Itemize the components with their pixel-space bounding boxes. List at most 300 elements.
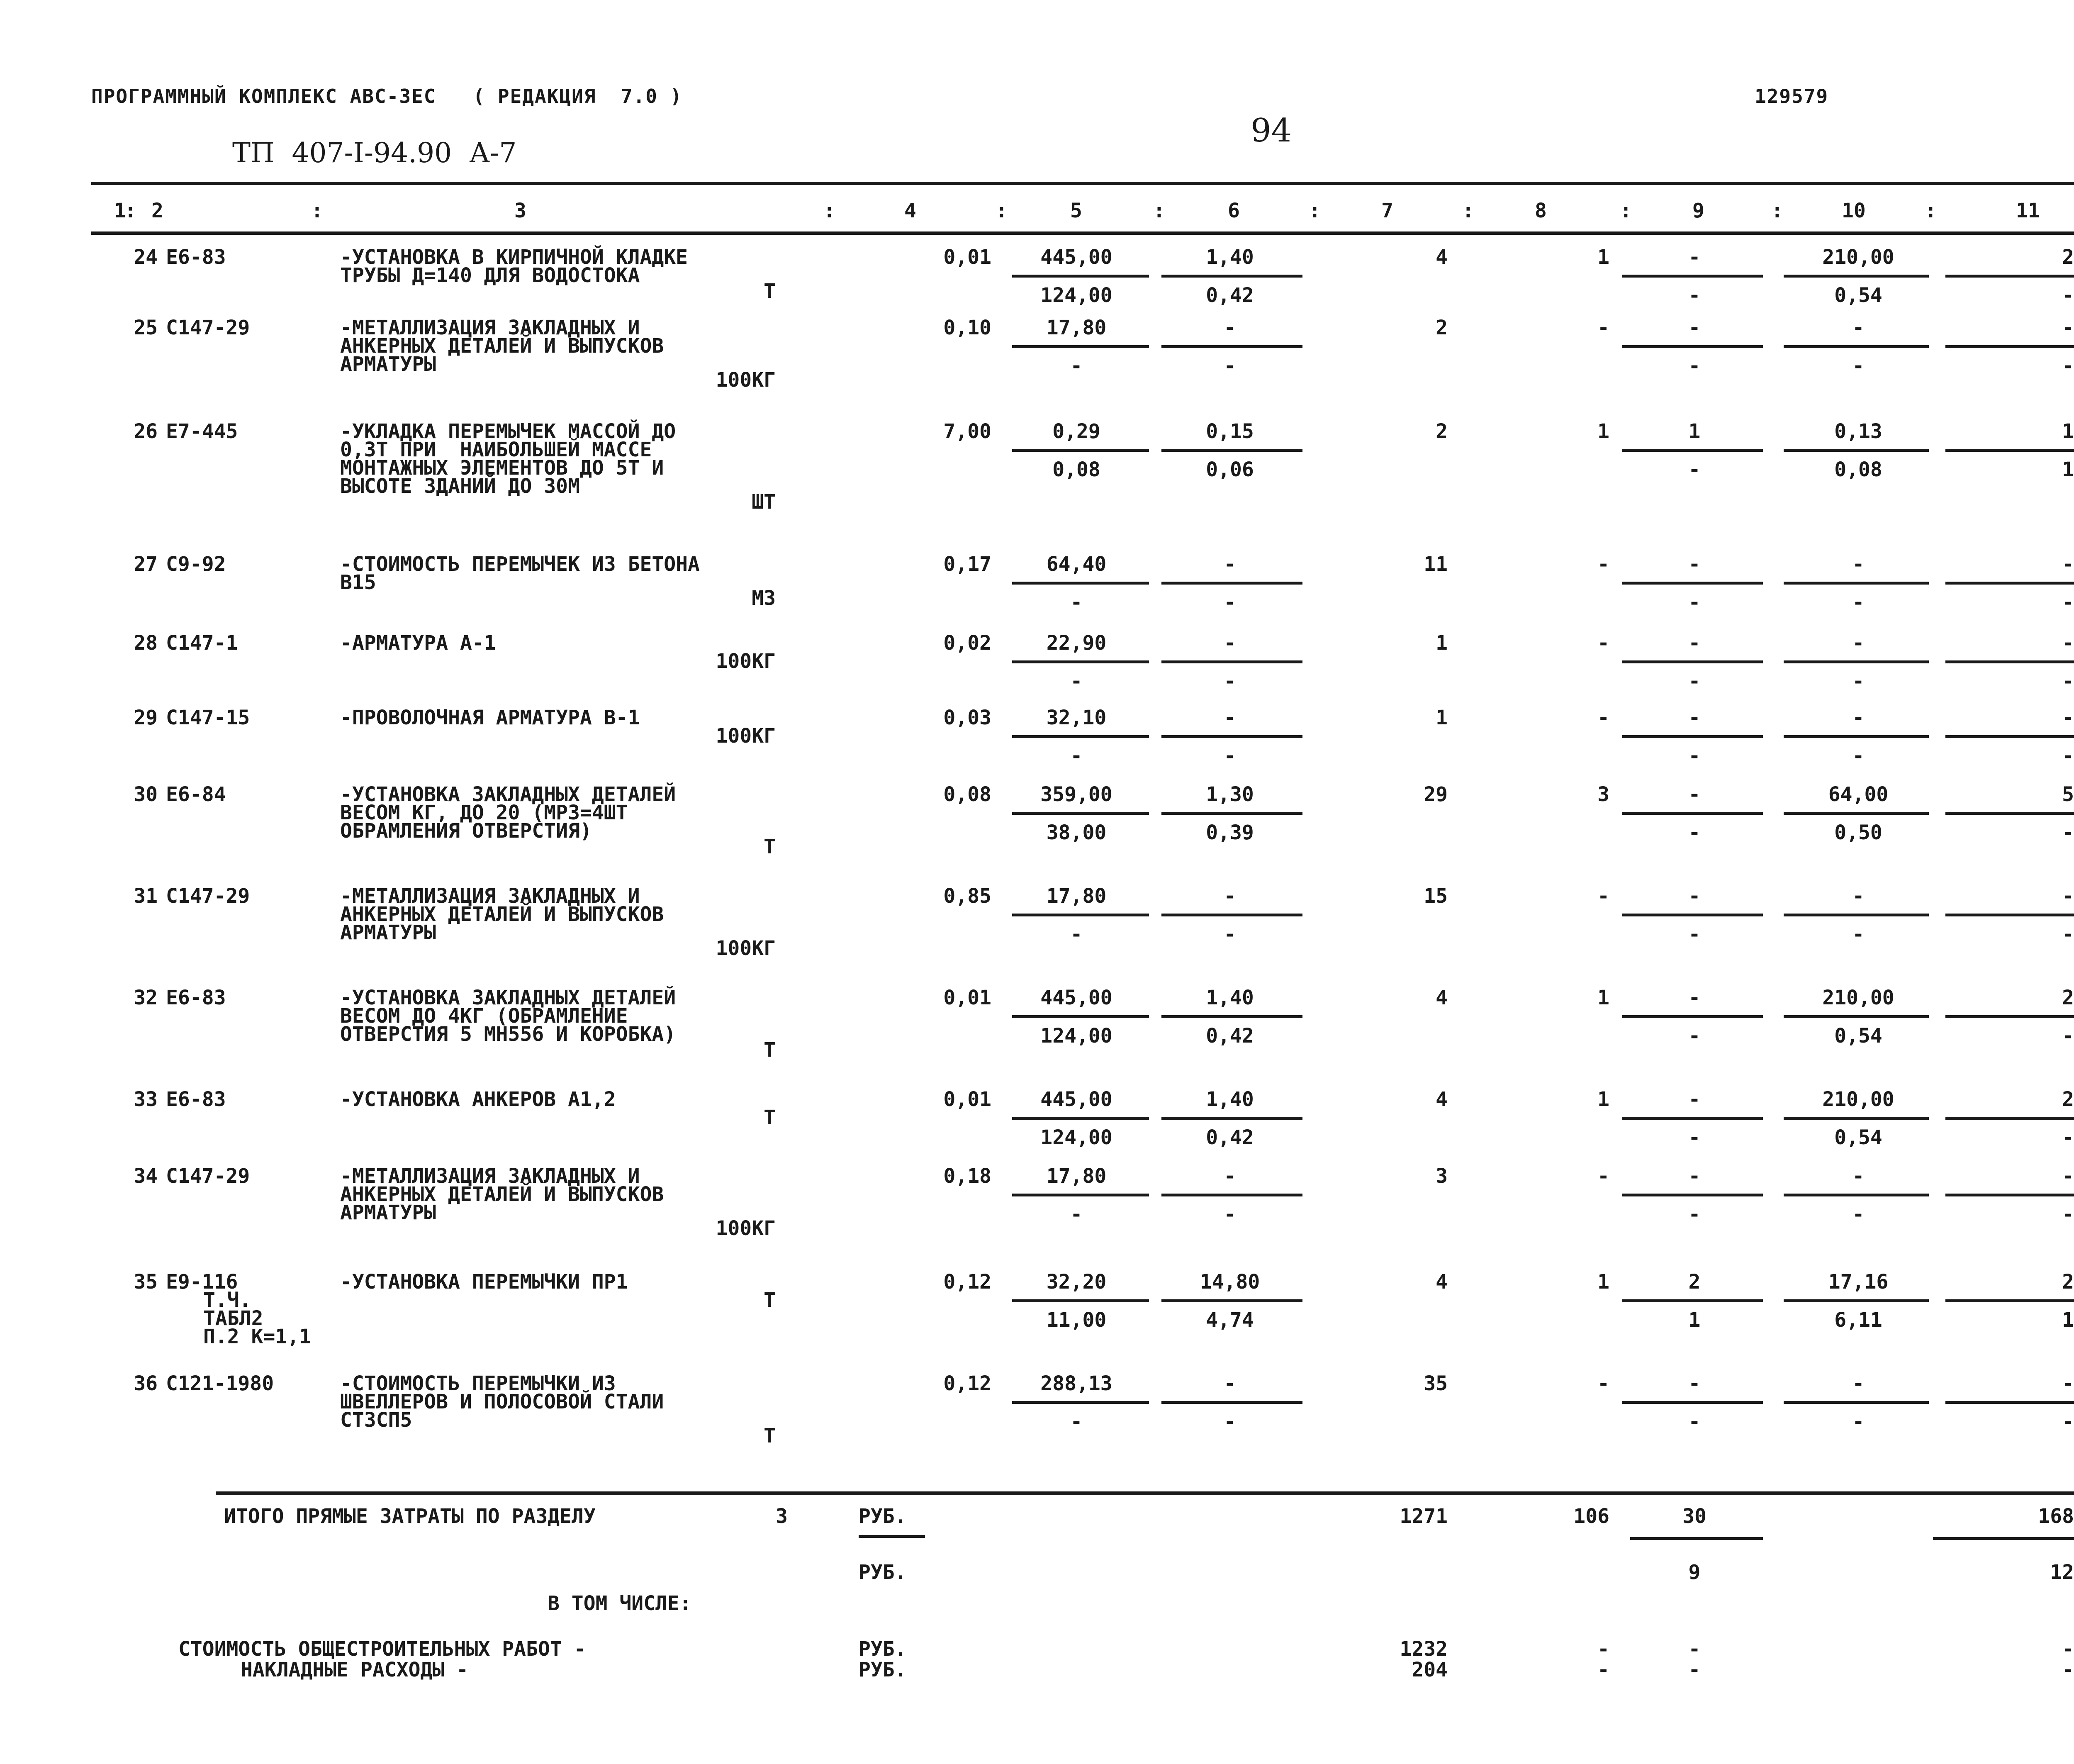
row-col10-b: -: [1852, 1203, 1865, 1226]
row-col4: 0,85: [943, 884, 991, 908]
row-unit: 100КГ: [716, 368, 776, 392]
row-number: 27: [134, 553, 158, 576]
row-description: АНКЕРНЫХ ДЕТАЛЕЙ И ВЫПУСКОВ: [340, 1183, 664, 1206]
row-col5-wage: -: [1070, 354, 1083, 378]
row-description: В15: [340, 571, 376, 594]
row-col6-drivers: -: [1224, 1410, 1236, 1433]
row-description: АРМАТУРЫ: [340, 1201, 436, 1224]
column-header-sep: :: [124, 199, 136, 222]
row-col5-rule: [1012, 812, 1149, 815]
row-col9-b: -: [1688, 591, 1701, 614]
row-description: ОТВЕРСТИЯ 5 МН556 И КОРОБКА): [340, 1023, 676, 1046]
row-description: -УСТАНОВКА АНКЕРОВ А1,2: [340, 1088, 616, 1111]
row-col6-rule: [1161, 1401, 1302, 1404]
row-col10: -: [1852, 884, 1865, 908]
row-code: С9-92: [166, 553, 226, 576]
row-unit: 100КГ: [716, 650, 776, 673]
row-col9: 1: [1688, 420, 1701, 443]
column-header-sep: :: [996, 199, 1008, 222]
row-col6-machines: 1,40: [1206, 246, 1254, 269]
row-col10-rule: [1784, 1194, 1929, 1196]
row-description: ШВЕЛЛЕРОВ И ПОЛОСОВОЙ СТАЛИ: [340, 1390, 664, 1413]
row-col9-rule: [1622, 1117, 1763, 1120]
row-col9-rule: [1622, 1015, 1763, 1018]
column-header-9: 9: [1692, 199, 1704, 222]
row-description: ВЕСОМ ДО 4КГ (ОБРАМЛЕНИЕ: [340, 1004, 628, 1028]
row-col10-b: 0,54: [1834, 284, 1882, 307]
totals-col11-b: 12: [2050, 1561, 2074, 1584]
row-col6-drivers: -: [1224, 923, 1236, 946]
row-col8: -: [1597, 884, 1609, 908]
row-col10-rule: [1784, 275, 1929, 278]
row-col10-b: -: [1852, 923, 1865, 946]
row-code: С147-29: [166, 316, 250, 339]
row-description: -УСТАНОВКА ЗАКЛАДНЫХ ДЕТАЛЕЙ: [340, 783, 676, 806]
row-number: 36: [134, 1372, 158, 1395]
program-title: ПРОГРАММНЫЙ КОМПЛЕКС АВС-ЗЕС ( РЕДАКЦИЯ 7.0 ): [91, 85, 683, 107]
row-col6-drivers: -: [1224, 1203, 1236, 1226]
row-col9-rule: [1622, 660, 1763, 663]
row-col11-b: -: [2062, 1203, 2074, 1226]
row-col6-machines: -: [1224, 884, 1236, 908]
row-col6-rule: [1161, 582, 1302, 585]
row-col9-b: -: [1688, 1203, 1701, 1226]
row-col5-rule: [1012, 1015, 1149, 1018]
row-col5-total: 288,13: [1040, 1372, 1112, 1395]
row-unit: ШТ: [752, 490, 776, 514]
row-col5-wage: 11,00: [1046, 1308, 1107, 1332]
row-col7: 15: [1424, 884, 1448, 908]
column-header-sep: :: [823, 199, 835, 222]
column-header-3: 3: [514, 199, 526, 222]
row-description: -МЕТАЛЛИЗАЦИЯ ЗАКЛАДНЫХ И: [340, 884, 640, 908]
row-col11-rule: [1945, 812, 2074, 815]
row-unit: Т: [764, 835, 776, 858]
row-col11-b: -: [2062, 821, 2074, 844]
row-col4: 0,01: [943, 246, 991, 269]
overhead-unit: РУБ.: [859, 1658, 907, 1681]
row-col10: -: [1852, 631, 1865, 655]
row-col8: -: [1597, 706, 1609, 729]
row-col11-b: -: [2062, 284, 2074, 307]
row-col11-b: -: [2062, 1126, 2074, 1149]
document-code: ТП 407-I-94.90 А-7: [232, 137, 517, 169]
row-col5-wage: -: [1070, 744, 1083, 767]
overhead-col11: -: [2062, 1658, 2074, 1681]
row-col5-rule: [1012, 914, 1149, 916]
row-description: ВЕСОМ КГ, ДО 20 (МР3=4ШТ: [340, 801, 628, 824]
row-number: 34: [134, 1165, 158, 1188]
row-col11: -: [2062, 706, 2074, 729]
row-col9: -: [1688, 1088, 1701, 1111]
row-col9-b: -: [1688, 821, 1701, 844]
row-col9-rule: [1622, 1401, 1763, 1404]
row-col11-b: -: [2062, 744, 2074, 767]
row-col6-machines: -: [1224, 553, 1236, 576]
row-description: ОБРАМЛЕНИЯ ОТВЕРСТИЯ): [340, 819, 592, 843]
row-col7: 1: [1436, 706, 1448, 729]
row-col5-total: 445,00: [1040, 246, 1112, 269]
row-col5-total: 22,90: [1046, 631, 1107, 655]
row-col9-b: -: [1688, 284, 1701, 307]
row-col11: -: [2062, 1165, 2074, 1188]
row-col11-b: -: [2062, 1024, 2074, 1048]
row-col9-rule: [1622, 1299, 1763, 1302]
row-col4: 0,08: [943, 783, 991, 806]
row-col11: -: [2062, 1372, 2074, 1395]
totals-col8: 106: [1573, 1505, 1609, 1528]
row-col11: -: [2062, 316, 2074, 339]
row-col11-rule: [1945, 735, 2074, 738]
row-col4: 0,18: [943, 1165, 991, 1188]
row-code: С147-1: [166, 631, 238, 655]
row-col5-total: 17,80: [1046, 316, 1107, 339]
row-description: СТ3СП5: [340, 1408, 412, 1432]
row-col11-b: -: [2062, 354, 2074, 378]
row-col9: -: [1688, 1165, 1701, 1188]
row-col6-machines: 1,40: [1206, 1088, 1254, 1111]
column-header-5: 5: [1070, 199, 1082, 222]
row-col5-wage: -: [1070, 923, 1083, 946]
row-description: АРМАТУРЫ: [340, 353, 436, 376]
row-col6-machines: 14,80: [1200, 1270, 1260, 1294]
row-col5-rule: [1012, 345, 1149, 348]
row-col5-rule: [1012, 1401, 1149, 1404]
row-col9: -: [1688, 986, 1701, 1009]
column-header-2: 2: [151, 199, 163, 222]
row-col5-rule: [1012, 735, 1149, 738]
totals-section: 3: [776, 1505, 788, 1528]
row-col11-b: 1: [2062, 1308, 2074, 1332]
row-code-note: ТАБЛ2: [203, 1307, 263, 1330]
row-col11: 2: [2062, 246, 2074, 269]
row-description: 0,3Т ПРИ НАИБОЛЬШЕЙ МАССЕ: [340, 438, 652, 461]
row-col8: 1: [1597, 420, 1609, 443]
row-col11-b: -: [2062, 923, 2074, 946]
row-col10: -: [1852, 316, 1865, 339]
row-col4: 0,01: [943, 986, 991, 1009]
row-description: -УКЛАДКА ПЕРЕМЫЧЕК МАССОЙ ДО: [340, 420, 676, 443]
row-col7: 1: [1436, 631, 1448, 655]
row-col9: -: [1688, 246, 1701, 269]
totals-col9: 30: [1682, 1505, 1706, 1528]
row-unit: Т: [764, 280, 776, 303]
row-number: 26: [134, 420, 158, 443]
row-unit: 100КГ: [716, 1217, 776, 1240]
row-col9-rule: [1622, 735, 1763, 738]
row-col4: 0,10: [943, 316, 991, 339]
row-description: АНКЕРНЫХ ДЕТАЛЕЙ И ВЫПУСКОВ: [340, 903, 664, 926]
row-col6-drivers: 0,06: [1206, 458, 1254, 481]
row-code: Е9-116: [166, 1270, 238, 1294]
column-header-sep: :: [1153, 199, 1165, 222]
row-col10-b: -: [1852, 1410, 1865, 1433]
row-col10: -: [1852, 1372, 1865, 1395]
row-description: -СТОИМОСТЬ ПЕРЕМЫЧКИ ИЗ: [340, 1372, 616, 1395]
row-col6-machines: -: [1224, 316, 1236, 339]
row-col6-rule: [1161, 812, 1302, 815]
row-description: -ПРОВОЛОЧНАЯ АРМАТУРА В-1: [340, 706, 640, 729]
row-col10-b: 0,50: [1834, 821, 1882, 844]
row-description: ТРУБЫ Д=140 ДЛЯ ВОДОСТОКА: [340, 264, 640, 287]
row-col6-rule: [1161, 1015, 1302, 1018]
row-code: С147-29: [166, 884, 250, 908]
row-description: -СТОИМОСТЬ ПЕРЕМЫЧЕК ИЗ БЕТОНА: [340, 553, 700, 576]
row-col11-b: -: [2062, 591, 2074, 614]
row-number: 24: [134, 246, 158, 269]
row-description: -УСТАНОВКА ЗАКЛАДНЫХ ДЕТАЛЕЙ: [340, 986, 676, 1009]
row-col11-rule: [1945, 1015, 2074, 1018]
column-header-1: 1: [114, 199, 126, 222]
row-col6-machines: -: [1224, 1165, 1236, 1188]
included-label: В ТОМ ЧИСЛЕ:: [548, 1592, 691, 1615]
row-col6-rule: [1161, 1299, 1302, 1302]
row-col10: 64,00: [1828, 783, 1889, 806]
row-unit: Т: [764, 1038, 776, 1062]
table-header-rule: [91, 231, 2074, 235]
row-col7: 29: [1424, 783, 1448, 806]
row-col11: -: [2062, 553, 2074, 576]
row-col6-rule: [1161, 660, 1302, 663]
row-col9: -: [1688, 783, 1701, 806]
row-col11-rule: [1945, 914, 2074, 916]
row-col8: 1: [1597, 986, 1609, 1009]
row-number: 29: [134, 706, 158, 729]
row-col11-rule: [1945, 449, 2074, 452]
overhead-col7: 204: [1412, 1658, 1448, 1681]
row-col10: 210,00: [1822, 1088, 1894, 1111]
row-col10-rule: [1784, 735, 1929, 738]
row-col9-b: -: [1688, 670, 1701, 693]
column-header-sep: :: [1309, 199, 1321, 222]
overhead-col8: -: [1597, 1658, 1609, 1681]
row-col11: 2: [2062, 986, 2074, 1009]
row-unit: Т: [764, 1424, 776, 1447]
column-header-6: 6: [1228, 199, 1240, 222]
row-col11: -: [2062, 884, 2074, 908]
row-col11-rule: [1945, 345, 2074, 348]
row-code-note: Т.Ч.: [203, 1289, 251, 1312]
row-col8: 3: [1597, 783, 1609, 806]
row-col5-rule: [1012, 449, 1149, 452]
row-col7: 4: [1436, 986, 1448, 1009]
row-unit: 100КГ: [716, 724, 776, 748]
column-header-4: 4: [904, 199, 916, 222]
row-col9-b: -: [1688, 458, 1701, 481]
row-col5-total: 445,00: [1040, 1088, 1112, 1111]
row-code: Е6-83: [166, 1088, 226, 1111]
column-header-sep: :: [1620, 199, 1632, 222]
row-col8: -: [1597, 631, 1609, 655]
row-col6-drivers: -: [1224, 354, 1236, 378]
row-col10-rule: [1784, 660, 1929, 663]
column-header-11: 11: [2016, 199, 2040, 222]
row-description: -УСТАНОВКА ПЕРЕМЫЧКИ ПР1: [340, 1270, 628, 1294]
totals-col11-rule: [1933, 1537, 2074, 1540]
row-col5-total: 445,00: [1040, 986, 1112, 1009]
row-col5-wage: -: [1070, 670, 1083, 693]
row-col6-rule: [1161, 914, 1302, 916]
row-col5-total: 359,00: [1040, 783, 1112, 806]
row-col11-b: -: [2062, 670, 2074, 693]
row-col10: -: [1852, 706, 1865, 729]
row-col11-b: -: [2062, 1410, 2074, 1433]
totals-col11: 168: [2038, 1505, 2074, 1528]
overhead-col9: -: [1688, 1658, 1701, 1681]
column-header-sep: :: [311, 199, 323, 222]
row-col6-machines: -: [1224, 631, 1236, 655]
row-col11-rule: [1945, 275, 2074, 278]
row-code: С147-15: [166, 706, 250, 729]
row-col5-wage: 124,00: [1040, 1024, 1112, 1048]
row-col11-rule: [1945, 582, 2074, 585]
row-description: АРМАТУРЫ: [340, 921, 436, 944]
row-col4: 0,12: [943, 1270, 991, 1294]
row-col10-rule: [1784, 914, 1929, 916]
row-col9-b: -: [1688, 1024, 1701, 1048]
row-col10-b: -: [1852, 591, 1865, 614]
row-col10-rule: [1784, 1015, 1929, 1018]
general-works-col8: -: [1597, 1637, 1609, 1661]
row-col10-b: 0,54: [1834, 1024, 1882, 1048]
row-col7: 2: [1436, 420, 1448, 443]
row-col6-machines: 1,30: [1206, 783, 1254, 806]
row-col5-rule: [1012, 582, 1149, 585]
row-col9-rule: [1622, 449, 1763, 452]
row-col9: -: [1688, 706, 1701, 729]
row-number: 30: [134, 783, 158, 806]
row-number: 35: [134, 1270, 158, 1294]
row-col9-b: -: [1688, 1126, 1701, 1149]
row-col8: -: [1597, 1165, 1609, 1188]
row-description: -УСТАНОВКА В КИРПИЧНОЙ КЛАДКЕ: [340, 246, 688, 269]
row-col11-rule: [1945, 1117, 2074, 1120]
totals-col7: 1271: [1400, 1505, 1448, 1528]
row-col6-drivers: 0,39: [1206, 821, 1254, 844]
row-col5-wage: -: [1070, 1203, 1083, 1226]
row-col11-rule: [1945, 1299, 2074, 1302]
row-col10: 210,00: [1822, 246, 1894, 269]
row-col11: -: [2062, 631, 2074, 655]
row-number: 31: [134, 884, 158, 908]
row-code: Е7-445: [166, 420, 238, 443]
row-number: 25: [134, 316, 158, 339]
row-col10-rule: [1784, 449, 1929, 452]
row-code: С147-29: [166, 1165, 250, 1188]
row-col6-rule: [1161, 1194, 1302, 1196]
row-col9-rule: [1622, 582, 1763, 585]
row-col5-total: 32,20: [1046, 1270, 1107, 1294]
row-col10-rule: [1784, 1401, 1929, 1404]
totals-col9-b: 9: [1688, 1561, 1701, 1584]
row-col6-machines: -: [1224, 706, 1236, 729]
row-col10-rule: [1784, 345, 1929, 348]
totals-unit: РУБ.: [859, 1505, 907, 1528]
row-col10-b: 6,11: [1834, 1308, 1882, 1332]
row-col6-drivers: -: [1224, 744, 1236, 767]
row-col9-rule: [1622, 275, 1763, 278]
row-description: -МЕТАЛЛИЗАЦИЯ ЗАКЛАДНЫХ И: [340, 1165, 640, 1188]
row-number: 32: [134, 986, 158, 1009]
row-col8: 1: [1597, 1270, 1609, 1294]
row-col5-wage: -: [1070, 591, 1083, 614]
row-col11: 2: [2062, 1088, 2074, 1111]
row-col8: -: [1597, 316, 1609, 339]
row-col4: 7,00: [943, 420, 991, 443]
row-code: Е6-83: [166, 986, 226, 1009]
general-works-unit: РУБ.: [859, 1637, 907, 1661]
row-col10-b: 0,08: [1834, 458, 1882, 481]
row-col5-total: 17,80: [1046, 884, 1107, 908]
row-col7: 35: [1424, 1372, 1448, 1395]
row-col9-b: -: [1688, 1410, 1701, 1433]
row-col6-machines: 1,40: [1206, 986, 1254, 1009]
row-col8: 1: [1597, 1088, 1609, 1111]
row-number: 28: [134, 631, 158, 655]
overhead-label: НАКЛАДНЫЕ РАСХОДЫ -: [241, 1658, 469, 1681]
row-col9: -: [1688, 316, 1701, 339]
row-col4: 0,02: [943, 631, 991, 655]
row-col11: 5: [2062, 783, 2074, 806]
totals-unit-2: РУБ.: [859, 1561, 907, 1584]
totals-rule: [216, 1491, 2074, 1495]
row-code-note: П.2 К=1,1: [203, 1325, 312, 1348]
column-header-10: 10: [1842, 199, 1866, 222]
row-col4: 0,12: [943, 1372, 991, 1395]
column-header-sep: :: [1925, 199, 1937, 222]
row-col9-rule: [1622, 1194, 1763, 1196]
totals-label: ИТОГО ПРЯМЫЕ ЗАТРАТЫ ПО РАЗДЕЛУ: [224, 1505, 596, 1528]
row-col10-rule: [1784, 1117, 1929, 1120]
row-col6-drivers: -: [1224, 591, 1236, 614]
row-description: ВЫСОТЕ ЗДАНИЙ ДО 30М: [340, 475, 580, 498]
row-code: Е6-83: [166, 246, 226, 269]
row-col10: 210,00: [1822, 986, 1894, 1009]
row-col8: -: [1597, 553, 1609, 576]
row-col9-rule: [1622, 812, 1763, 815]
row-col7: 4: [1436, 1088, 1448, 1111]
row-col5-rule: [1012, 1117, 1149, 1120]
row-col9: -: [1688, 631, 1701, 655]
row-col6-machines: -: [1224, 1372, 1236, 1395]
row-unit: М3: [752, 587, 776, 610]
column-header-8: 8: [1535, 199, 1547, 222]
row-col9-b: -: [1688, 923, 1701, 946]
row-col9-b: -: [1688, 354, 1701, 378]
row-col11-rule: [1945, 1401, 2074, 1404]
general-works-col11: -: [2062, 1637, 2074, 1661]
table-top-rule: [91, 182, 2074, 185]
row-col6-drivers: -: [1224, 670, 1236, 693]
general-works-label: СТОИМОСТЬ ОБЩЕСТРОИТЕЛЬНЫХ РАБОТ -: [178, 1637, 586, 1661]
row-col6-rule: [1161, 1117, 1302, 1120]
row-col5-total: 17,80: [1046, 1165, 1107, 1188]
row-col4: 0,17: [943, 553, 991, 576]
row-col6-drivers: 0,42: [1206, 1126, 1254, 1149]
row-unit: 100КГ: [716, 937, 776, 960]
row-col6-rule: [1161, 735, 1302, 738]
row-col5-rule: [1012, 275, 1149, 278]
row-col9-rule: [1622, 914, 1763, 916]
column-header-sep: :: [1771, 199, 1783, 222]
row-col6-rule: [1161, 449, 1302, 452]
row-col5-wage: 124,00: [1040, 284, 1112, 307]
row-col10-b: 0,54: [1834, 1126, 1882, 1149]
row-col9-b: -: [1688, 744, 1701, 767]
row-col6-machines: 0,15: [1206, 420, 1254, 443]
row-col5-total: 0,29: [1052, 420, 1100, 443]
column-header-sep: :: [1462, 199, 1474, 222]
